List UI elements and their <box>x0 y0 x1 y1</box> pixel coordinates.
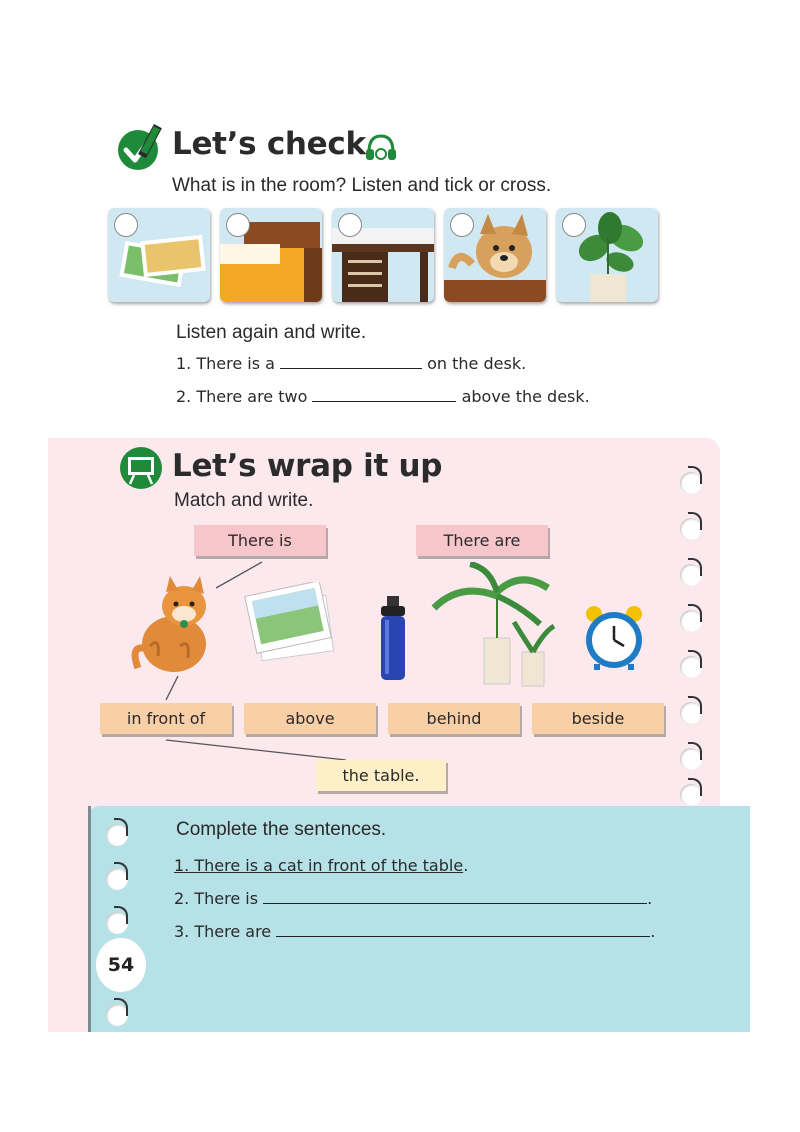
example-sentence-text: 1. There is a cat in front of the table <box>174 856 464 875</box>
sentence-2-end: above the desk. <box>461 387 590 406</box>
sentence-1-start: 1. There is a <box>176 354 275 373</box>
period: . <box>647 889 653 908</box>
example-sentence-period: . <box>463 856 469 875</box>
binder-ring <box>106 868 128 890</box>
lets-wrap-it-up-title: Let’s wrap it up <box>172 448 443 484</box>
prep-tag-above[interactable]: above <box>244 703 376 734</box>
answer-blank[interactable] <box>276 923 650 937</box>
binder-ring <box>106 824 128 846</box>
listen-again-instruction: Listen again and write. <box>176 322 367 343</box>
match-instruction: Match and write. <box>174 490 314 511</box>
panel-spine <box>88 806 91 1032</box>
there-are-tag[interactable]: There are <box>416 525 548 556</box>
sentence-there-is <box>174 889 652 908</box>
complete-instruction: Complete the sentences. <box>176 819 387 840</box>
there-is-tag[interactable]: There is <box>194 525 326 556</box>
lets-check-title: Let’s check <box>172 126 366 162</box>
photos-icon <box>244 582 340 666</box>
sentence-2-start: 2. There are two <box>176 387 308 406</box>
sentence-there-are <box>174 922 655 941</box>
example-sentence <box>174 856 468 875</box>
plants-icon <box>430 562 556 688</box>
bottle-icon <box>378 596 408 682</box>
answer-blank[interactable] <box>263 890 647 904</box>
the-table-tag[interactable]: the table. <box>316 760 446 791</box>
alarm-clock-icon <box>580 604 648 672</box>
sentence-1-end: on the desk. <box>427 354 527 373</box>
cat-icon <box>130 576 220 676</box>
check-instruction: What is in the room? Listen and tick or cross. <box>172 175 552 196</box>
page-number: 54 <box>96 938 146 992</box>
sentence-there-are-start: 3. There are <box>174 922 272 941</box>
prep-tag-behind[interactable]: behind <box>388 703 520 734</box>
binder-ring <box>106 912 128 934</box>
binder-ring <box>106 1004 128 1026</box>
prep-tag-beside[interactable]: beside <box>532 703 664 734</box>
prep-tag-in-front-of[interactable]: in front of <box>100 703 232 734</box>
period: . <box>650 922 656 941</box>
sentence-there-is-start: 2. There is <box>174 889 259 908</box>
